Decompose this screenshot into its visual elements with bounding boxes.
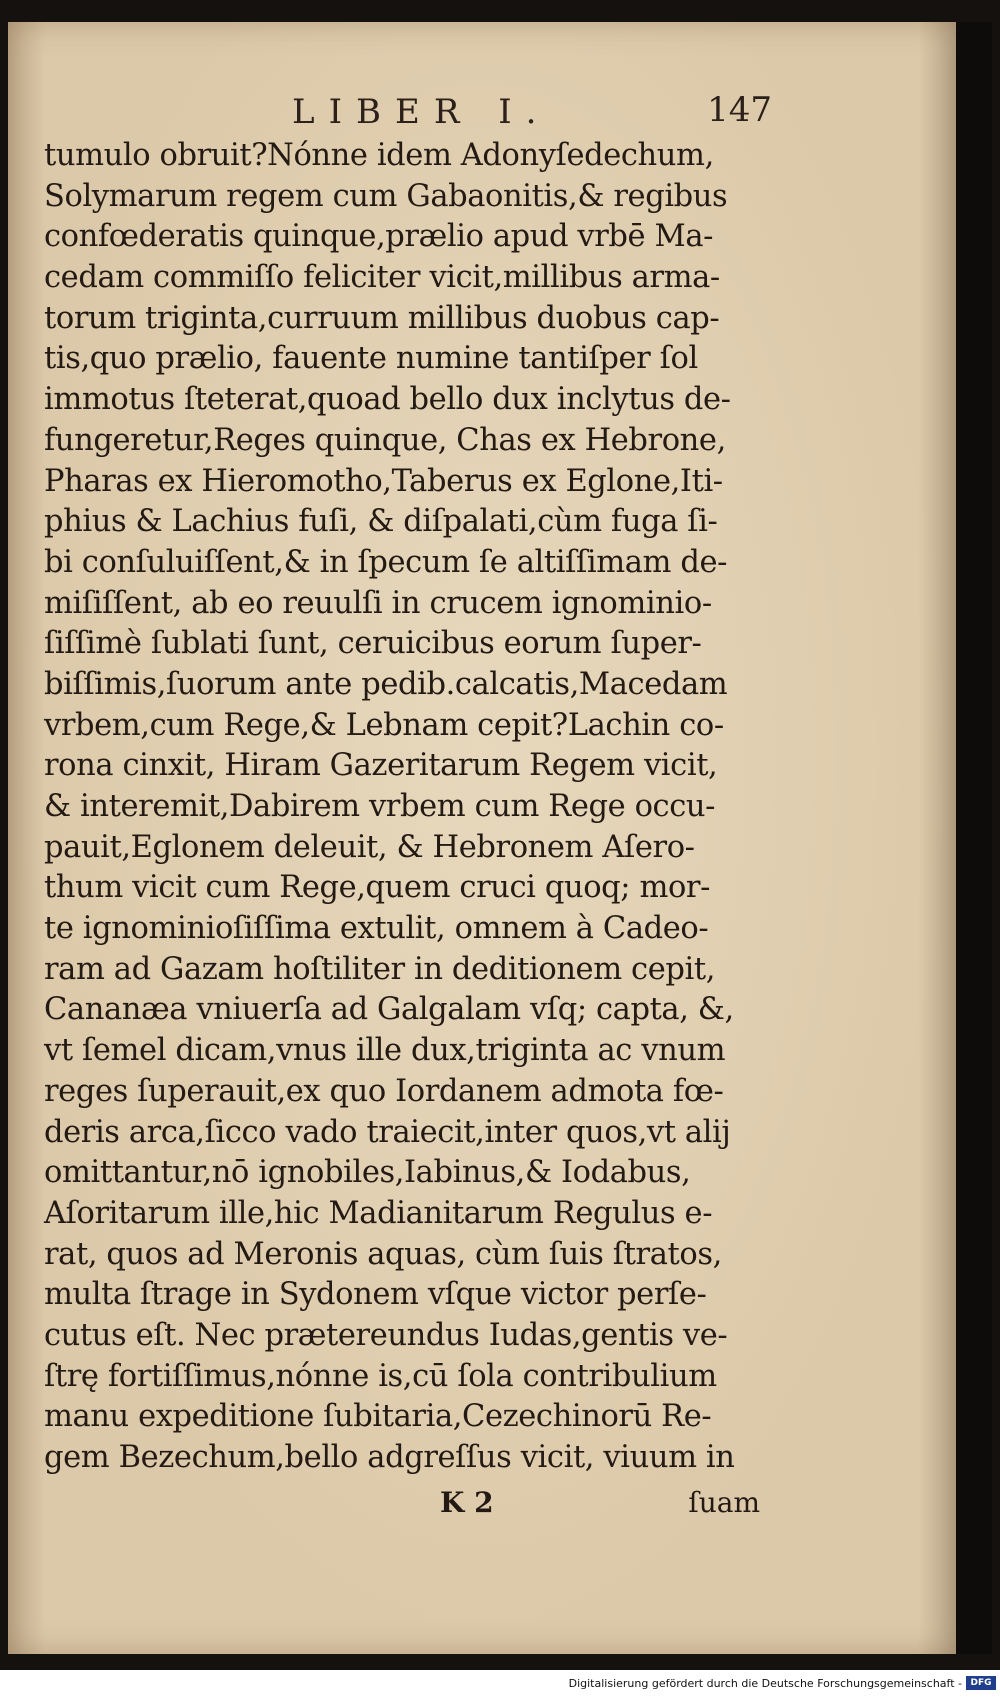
text-line: immotus ſteterat,quoad bello dux inclytus de- — [44, 382, 731, 418]
text-line: tumulo obruit?Nónne idem Adonyſedechum, — [44, 138, 714, 173]
body-text — [44, 136, 774, 1479]
text-line: fungeretur,Reges quinque, Chas ex Hebrone, — [44, 422, 726, 458]
page-number: 147 — [707, 90, 772, 130]
credit-text: Digitalisierung gefördert durch die Deutsche Forschungsgemeinschaft - — [568, 1677, 962, 1690]
text-line: bi conſuluiſſent,& in ſpecum ſe altiſſimam de- — [44, 544, 728, 580]
text-line: ſiſſimè ſublati ſunt, ceruicibus eorum ſuper- — [44, 626, 702, 662]
text-line: cedam commiſſo feliciter vicit,millibus arma- — [44, 260, 720, 296]
text-line: vt ſemel dicam,vnus ille dux,triginta ac vnum — [44, 1033, 726, 1069]
text-line: deris arca,ſicco vado traiecit,inter quos,vt alij — [44, 1114, 731, 1150]
text-line: ram ad Gazam hoſtiliter in deditionem cepit, — [44, 951, 715, 987]
signature-mark: K 2 — [440, 1486, 494, 1519]
text-line: & interemit,Dabirem vrbem cum Rege occu- — [44, 789, 716, 824]
text-line: biſſimis,ſuorum ante pedib.calcatis,Macedam — [44, 666, 728, 702]
text-line: miſiſſent, ab eo reuulſi in crucem ignominio- — [44, 585, 712, 621]
text-line: rat, quos ad Meronis aquas, cùm ſuis ſtratos, — [44, 1236, 722, 1272]
text-line: Aſoritarum ille,hic Madianitarum Regulus e- — [44, 1195, 713, 1231]
running-title: LIBER I. — [292, 92, 551, 132]
digitization-credit-bar — [0, 1670, 1000, 1698]
text-line: phius & Lachius fuſi, & diſpalati,cùm fuga ſi- — [44, 504, 718, 540]
text-line: torum triginta,curruum millibus duobus cap- — [44, 300, 720, 336]
text-line: rona cinxit, Hiram Gazeritarum Regem vicit, — [44, 748, 718, 784]
text-line: te ignominioſiſſima extulit, omnem à Cadeo- — [44, 911, 709, 947]
text-line: multa ſtrage in Sydonem vſque victor perſe- — [44, 1277, 707, 1313]
text-line: thum vicit cum Rege,quem cruci quoq; mor- — [44, 870, 711, 906]
text-line: Pharas ex Hieromotho,Taberus ex Eglone,Iti- — [44, 463, 723, 499]
catchword: ſuam — [688, 1486, 760, 1519]
text-line: omittantur,nō ignobiles,Iabinus,& Iodabus, — [44, 1155, 691, 1191]
page-gutter-shadow — [956, 22, 992, 1654]
text-line: cutus eſt. Nec prætereundus Iudas,gentis ve- — [44, 1317, 728, 1353]
text-line: ſtrę fortiſſimus,nónne is,cū ſola contribulium — [44, 1358, 717, 1394]
text-line: tis,quo prælio, fauente numine tantiſper ſol — [44, 341, 698, 377]
page-footer-marks — [440, 1486, 760, 1526]
text-line: Solymarum regem cum Gabaonitis,& regibus — [44, 178, 728, 214]
page-header — [292, 92, 792, 136]
text-line: vrbem,cum Rege,& Lebnam cepit?Lachin co- — [44, 707, 724, 743]
dfg-logo: DFG — [966, 1676, 996, 1690]
text-line: Cananæa vniuerſa ad Galgalam vſq; capta, &, — [44, 992, 734, 1028]
text-line: manu expeditione ſubitaria,Cezechinorū Re- — [44, 1399, 712, 1435]
text-line: confœderatis quinque,prælio apud vrbē Ma- — [44, 219, 714, 255]
text-line: gem Bezechum,bello adgreſſus vicit, viuum in — [44, 1440, 735, 1475]
text-line: pauit,Eglonem deleuit, & Hebronem Aſero- — [44, 829, 695, 865]
text-line: reges ſuperauit,ex quo Iordanem admota fœ- — [44, 1073, 724, 1109]
